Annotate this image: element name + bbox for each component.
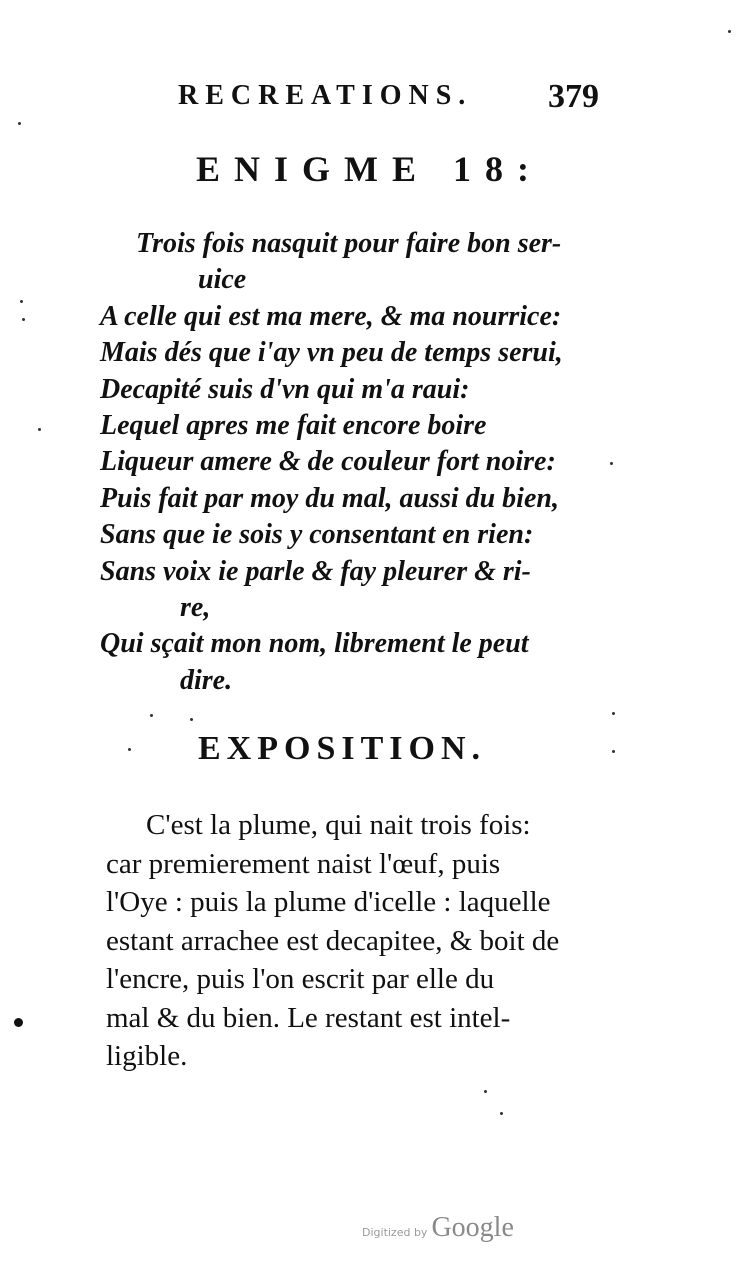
poem-line: uice — [198, 264, 247, 296]
google-logo: Google — [431, 1212, 514, 1243]
prose-line: l'Oye : puis la plume d'icelle : laquelle — [106, 886, 551, 918]
poem-line: Qui sçait mon nom, librement le peut — [100, 628, 529, 660]
prose-line: car premierement naist l'œuf, puis — [106, 847, 501, 880]
exposition-title: EXPOSITION. — [198, 730, 486, 767]
poem-line: Sans que ie sois y consentant en rien: — [100, 519, 534, 551]
prose-line: ligible. — [106, 1040, 188, 1072]
poem-line: Sans voix ie parle & fay pleurer & ri- — [100, 555, 531, 587]
poem-line: re, — [180, 591, 211, 623]
poem-line: Decapité suis d'vn qui m'a raui: — [100, 373, 470, 405]
digitized-by-google-watermark — [362, 1212, 514, 1244]
poem-line: Liqueur amere & de couleur fort noire: — [100, 446, 556, 478]
poem-line: A celle qui est ma mere, & ma nourrice: — [100, 300, 562, 332]
enigme-poem — [100, 226, 620, 699]
poem-line: Trois fois nasquit pour faire bon ser- — [136, 228, 562, 259]
prose-line: mal & du bien. Le restant est intel- — [106, 1001, 511, 1034]
poem-line: Puis fait par moy du mal, aussi du bien, — [100, 482, 559, 514]
poem-line: Lequel apres me fait encore boire — [100, 409, 487, 441]
running-title: RECREATIONS. — [178, 80, 473, 111]
prose-line: estant arrachee est decapitee, & boit de — [106, 924, 560, 957]
poem-line: dire. — [180, 664, 233, 696]
page-number: 379 — [548, 78, 599, 115]
prose-line: l'encre, puis l'on escrit par elle du — [106, 963, 495, 995]
enigme-title: ENIGME 18: — [196, 149, 543, 189]
poem-line: Mais dés que i'ay vn peu de temps serui, — [100, 337, 563, 369]
digitized-by-label: Digitized by — [362, 1226, 428, 1239]
exposition-text — [106, 806, 626, 1076]
prose-line: C'est la plume, qui nait trois fois: — [146, 809, 531, 841]
